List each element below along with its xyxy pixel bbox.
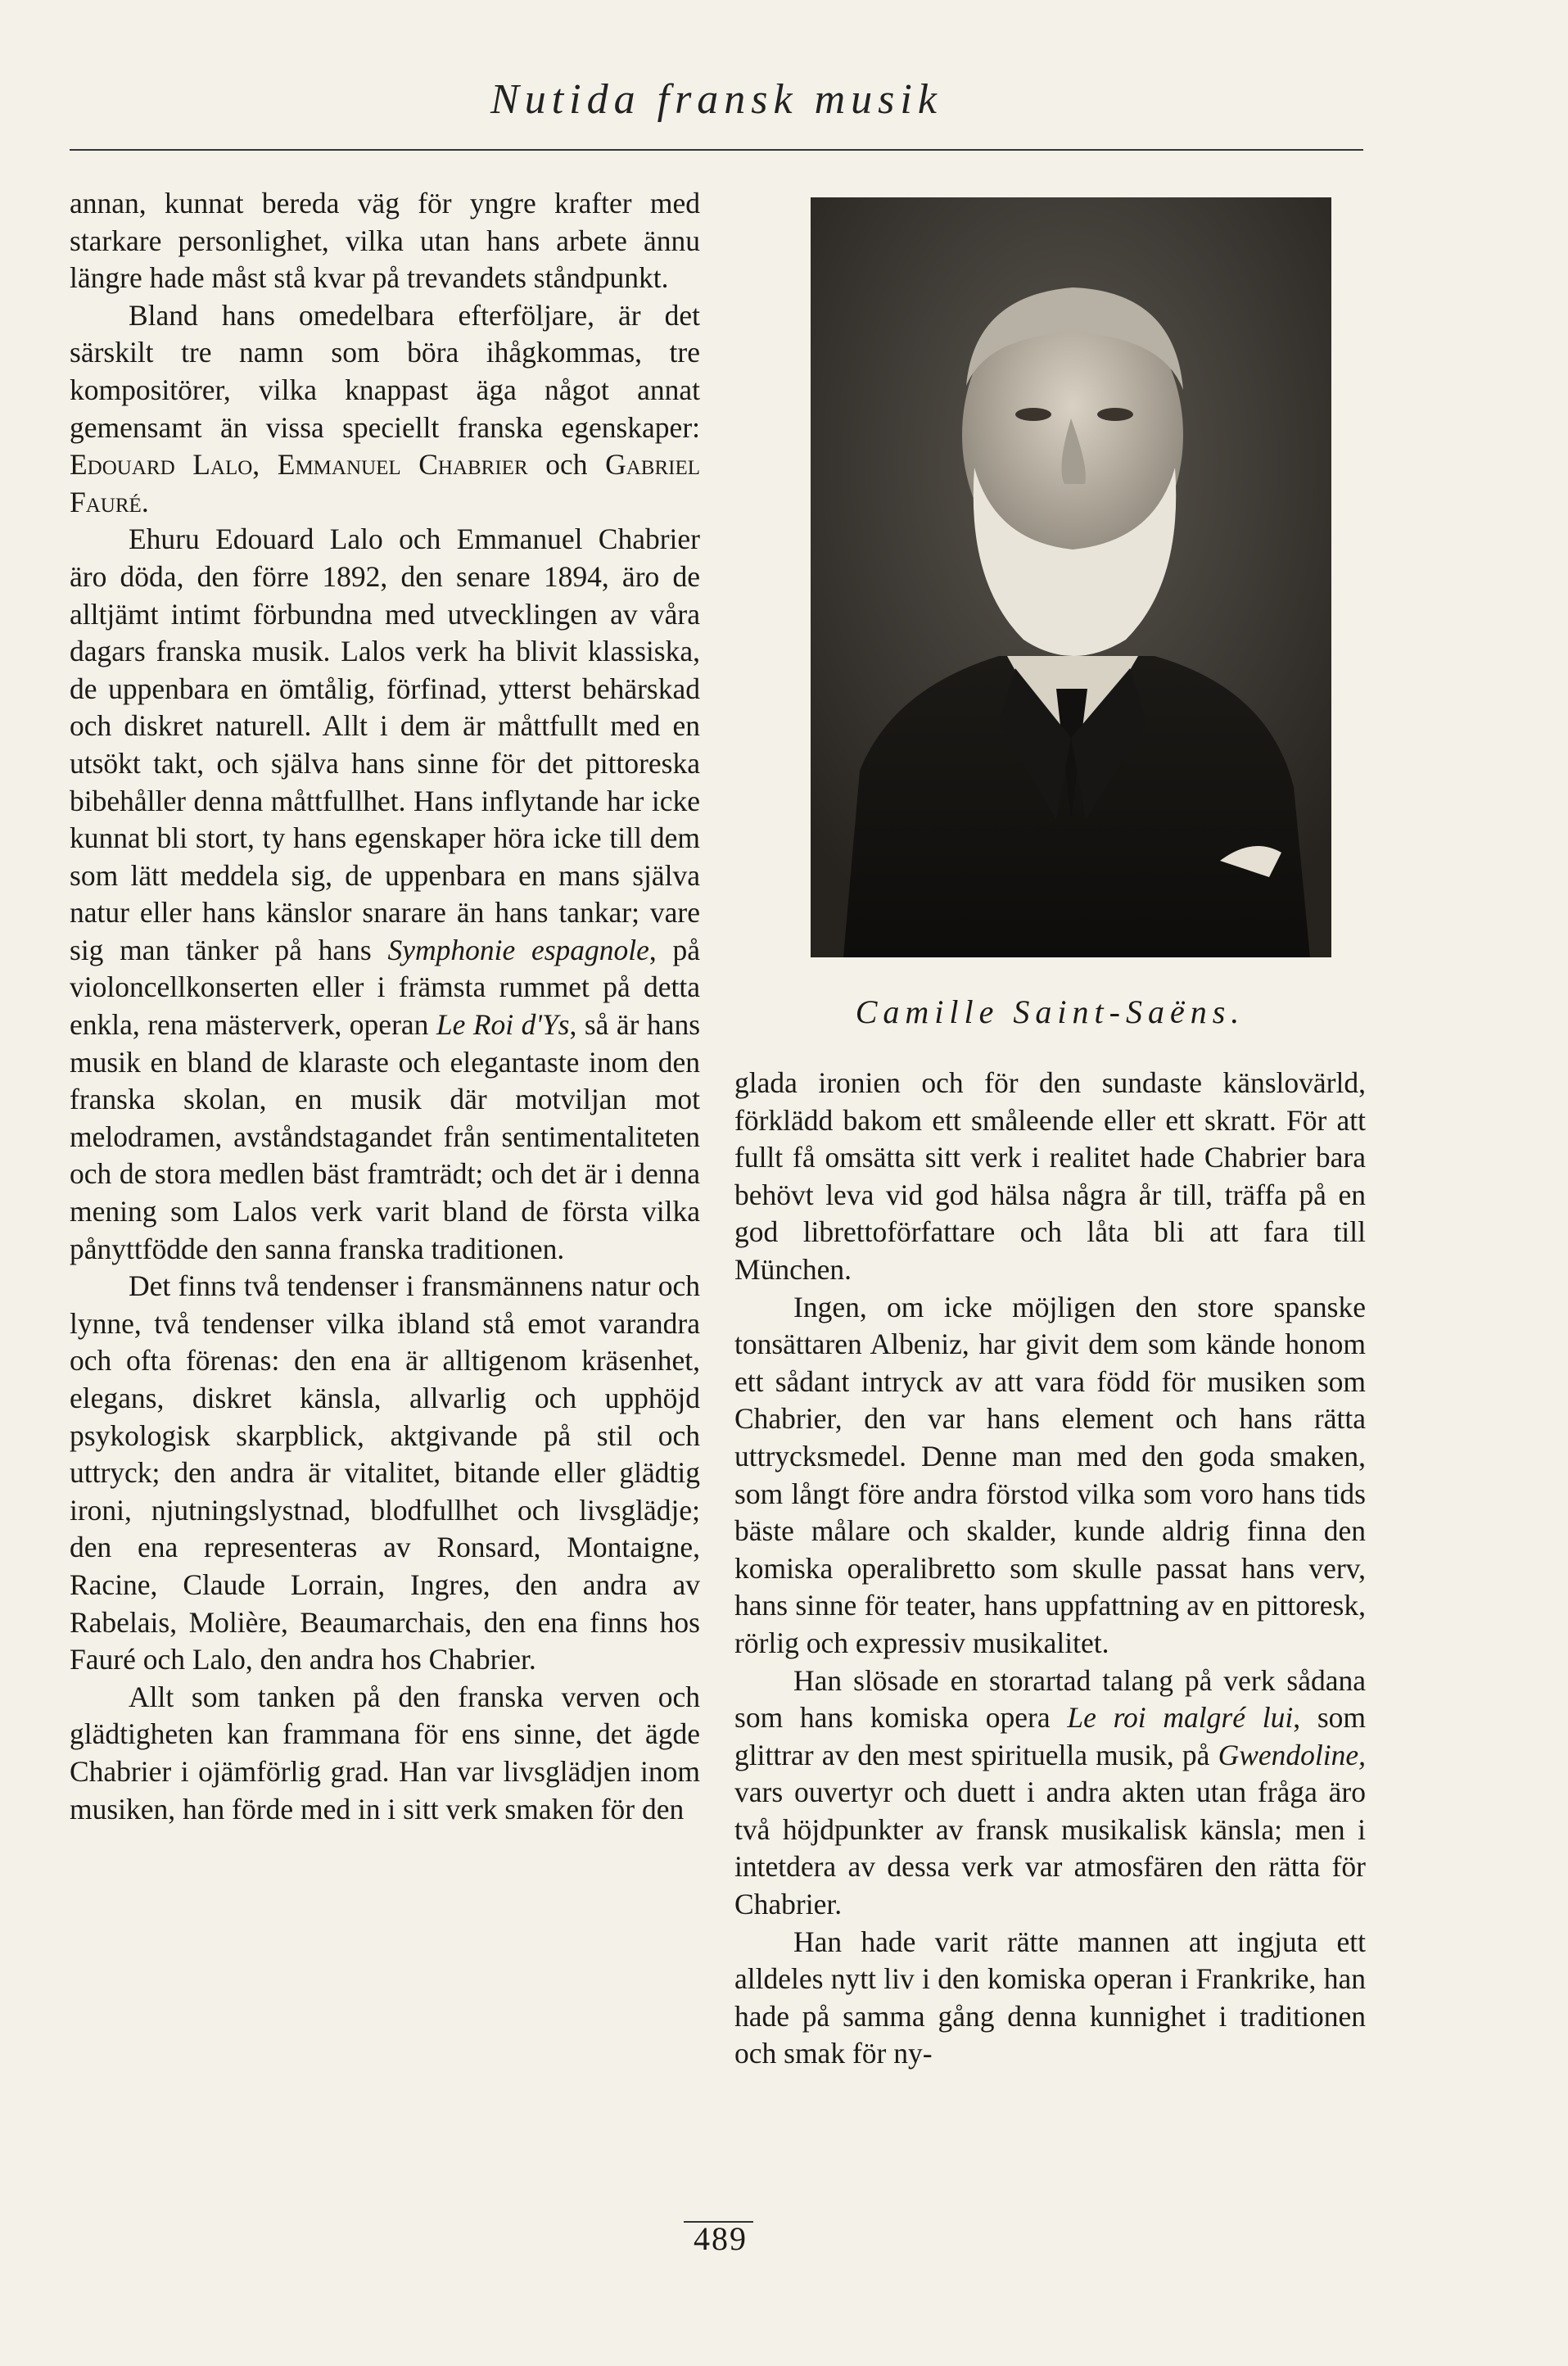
work-title: Le roi malgré lui	[1067, 1701, 1294, 1735]
work-title: Gwendoline,	[1218, 1738, 1367, 1771]
composer-name: Gabriel Fauré	[70, 448, 700, 518]
paragraph: glada ironien och för den sundaste känslovärld, förklädd bakom ett småleende eller ett skratt. För att fullt få omsätta sitt verk i realitet hade Chabrier bara behövt leva vid god hälsa några år till, träffa på en god librettoförfattare och låta bli att fara till München.	[734, 1066, 1366, 1286]
paragraph: Han slösade en storartad talang på verk sådana som hans komiska opera Le roi malgré lui, som glittrar av den mest spirituella musik, på Gwendoline, vars ouvertyr och duett i andra akten utan fråga äro två höjdpunkter av fransk musikalisk känsla; men i intetdera av dessa verk var atmosfären den rätta för Chabrier.	[734, 1663, 1367, 1921]
work-title: Le Roi d'Ys	[436, 1008, 570, 1042]
paragraph: Ehuru Edouard Lalo och Emmanuel Chabrier äro döda, den förre 1892, den senare 1894, äro de alltjämt intimt förbundna med utvecklingen av våra dagars franska musik. Lalos verk ha blivit klassiska, de uppenbara en ömtålig, förfinad, ytterst behärskad och diskret naturell. Allt i dem är måttfullt med en utsökt takt, och själva hans sinne för det pittoreska bibehåller denna måttfullhet. Hans inflytande har icke kunnat bli stort, ty hans egenskaper höra icke till dem som lätt meddela sig, de uppenbara en mans själva natur eller hans känslor snarare än hans tankar; vare sig man tänker på hans Symphonie espagnole, på violoncellkonserten eller i främsta rummet på detta enkla, rena mästerverk, operan Le Roi d'Ys, så är hans musik en bland de klaraste och elegantaste inom den franska skolan, en musik där motviljan mot melodramen, avståndstagandet från sentimentaliteten och de stora medlen bäst framträdt; och det är i denna mening som Lalos verk varit bland de första vilka pånyttfödde den sanna franska traditionen.	[70, 523, 701, 1265]
paragraph: Det finns två tendenser i fransmännens natur och lynne, två tendenser vilka ibland stå emot varandra och ofta förenas: den ena är alltigenom kräsenhet, elegans, diskret känsla, allvarlig och upphöjd psykologisk skarpblick, aktgivande på stil och uttryck; den andra är vitalitet, bitande eller glädtig ironi, njutningslystnad, blodfullhet och livsglädje; den ena representeras av Ronsard, Montaigne, Racine, Claude Lorrain, Ingres, den andra av Rabelais, Molière, Beaumarchais, den ena finns hos Fauré och Lalo, den andra hos Chabrier.	[70, 1269, 700, 1676]
header-rule	[70, 149, 1363, 151]
page-number: 489	[694, 2220, 748, 2257]
photo-caption: Camille Saint-Saëns.	[855, 993, 1245, 1030]
right-column	[734, 1065, 1366, 2073]
portrait-photo	[811, 197, 1331, 957]
paragraph: annan, kunnat bereda väg för yngre krafter med starkare personlighet, vilka utan hans arbete ännu längre hade måst stå kvar på trevandets ståndpunkt.	[70, 187, 700, 295]
paragraph: Allt som tanken på den franska verven och glädtigheten kan frammana för ens sinne, det ägde Chabrier i ojämförlig grad. Han var livsglädjen inom musiken, han förde med in i sitt verk smaken för den	[70, 1680, 700, 1825]
paragraph: Ingen, om icke möjligen den store spanske tonsättaren Albeniz, har givit dem som kände honom ett sådant intryck av att vara född för musiken som Chabrier, den var hans element och hans rätta uttrycksmedel. Denne man med den goda smaken, som långt före andra förstod vilka som voro hans tids bäste målare och skalder, kunde aldrig finna den komiska operalibretto som skulle passat hans verv, hans sinne för teater, hans uppfattning av en pittoresk, rörlig och expressiv musikalitet.	[734, 1290, 1366, 1659]
paragraph: Han hade varit rätte mannen att ingjuta ett alldeles nytt liv i den komiska operan i Frankrike, han hade på samma gång denna kunnighet i traditionen och smak för ny-	[734, 1925, 1366, 2070]
left-column	[70, 185, 700, 1828]
running-title: Nutida fransk musik	[490, 76, 942, 123]
paragraph: Bland hans omedelbara efterföljare, är det särskilt tre namn som böra ihågkommas, tre kompositörer, vilka knappast äga något annat gemensamt än vissa speciellt franska egenskaper: Edouard Lalo, Emmanuel Chabrier och Gabriel Fauré.	[70, 298, 700, 518]
composer-name: Edouard Lalo	[70, 448, 253, 482]
work-title: Symphonie espagnole	[387, 933, 649, 966]
composer-name: Emmanuel Chabrier	[277, 448, 528, 482]
